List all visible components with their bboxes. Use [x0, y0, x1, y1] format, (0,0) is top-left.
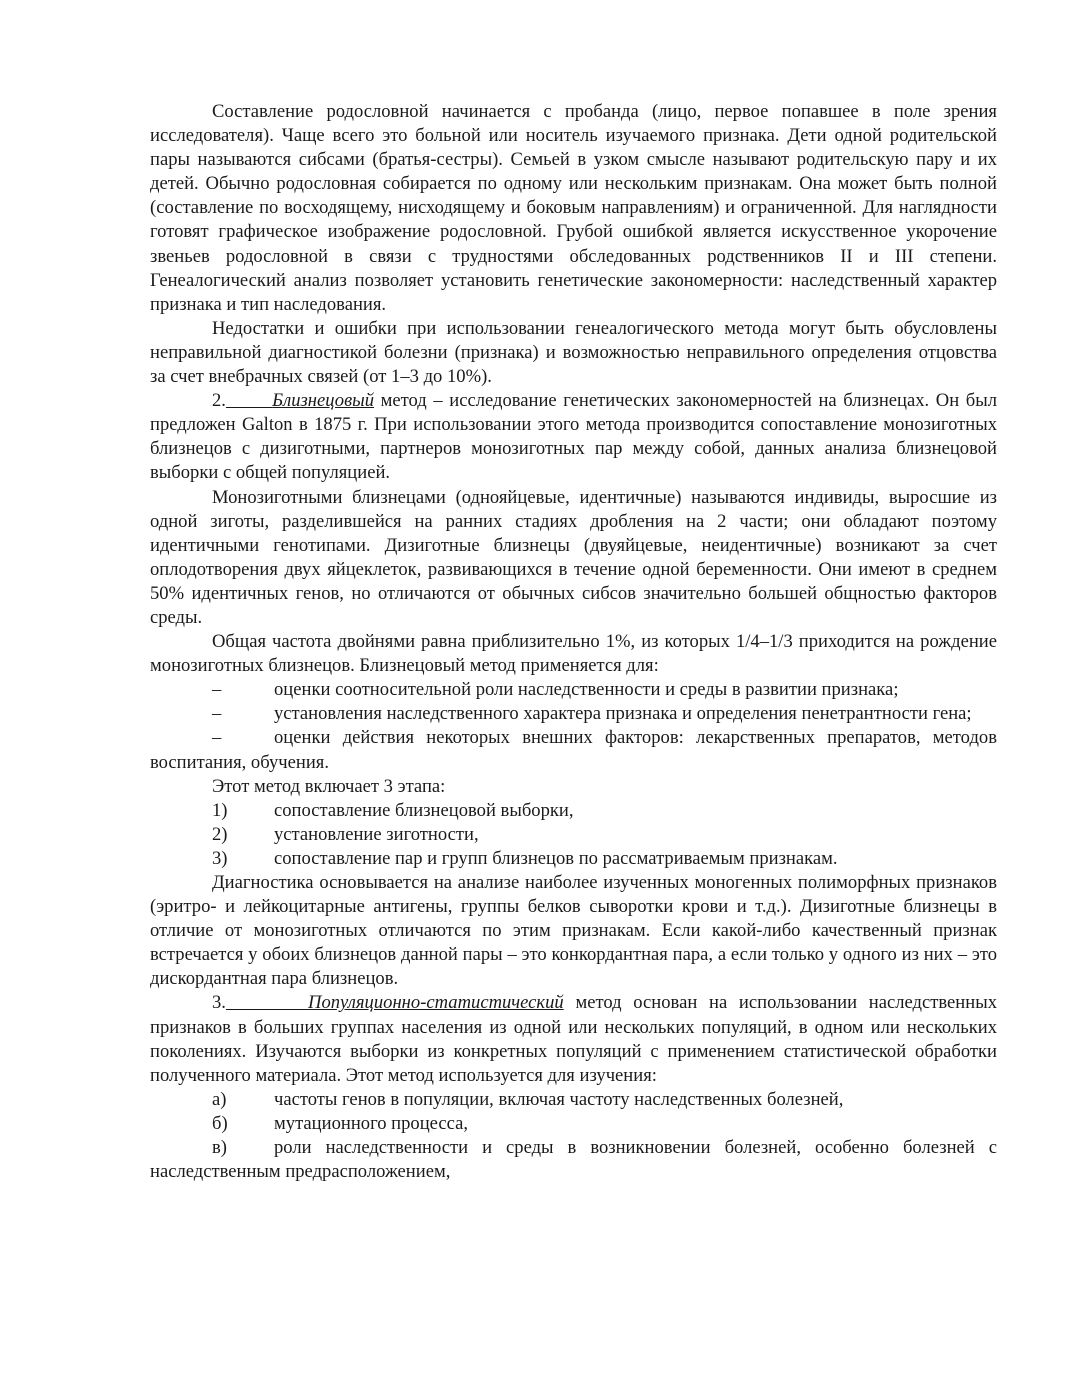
list-item: [150, 1112, 997, 1136]
paragraph-pedigree-errors: Недостатки и ошибки при использовании генеалогического метода могут быть обусловлены неправильной диагностикой болезни (признака) и возможностью неправильного определения отцовства за счет внебрачных связей (от 1–3 до 10%).: [150, 317, 997, 388]
paragraph-population-method: [150, 991, 997, 1087]
dash-marker: –: [212, 703, 222, 725]
list-item: [150, 678, 997, 702]
letter-marker: а): [212, 1088, 227, 1110]
list-item-text: роли наследственности и среды в возникновении болезней, особенно болезней с наследственным предрасположением,: [150, 1137, 997, 1183]
paragraph-diagnostics: Диагностика основывается на анализе наиболее изученных моногенных полиморфных признаков (эритро- и лейкоцитарные антигены, группы белков сыворотки крови и т.д.). Дизиготные близнецы в отличие от монозиготных отличаются по этим признакам. Если какой-либо качественный признак встречается у обоих близнецов данной пары – это конкордантная пара, а если только у одного из них – это дискордантная пара близнецов.: [150, 872, 997, 990]
list-item-text: сопоставление пар и групп близнецов по рассматриваемым признакам.: [274, 847, 838, 869]
number-marker: 3): [212, 847, 228, 869]
term-underline-gap: [226, 390, 272, 411]
list-item-text: установления наследственного характера признака и определения пенетрантности гена;: [274, 703, 972, 725]
dash-marker: –: [212, 727, 222, 749]
population-method-text: метод основан на использовании наследственных признаков в больших группах населения из одной или нескольких популяций, в одном или нескольких поколениях. Изучаются выборки из конкретных популяций с применением статистической обработки полученного материала. Этот метод используется для изучения:: [150, 992, 997, 1086]
list-item-text: частоты генов в популяции, включая частоту наследственных болезней,: [274, 1088, 844, 1110]
list-item: [150, 702, 997, 726]
list-item: [150, 847, 997, 871]
paragraph-pedigree: Составление родословной начинается с пробанда (лицо, первое попавшее в поле зрения исследователя). Чаще всего это больной или носитель изучаемого признака. Дети одной родительской пары называются сибсами (братья-сестры). Семьей в узком смысле называют родительскую пару и их детей. Обычно родословная собирается по одному или нескольким признакам. Она может быть полной (составление по восходящему, нисходящему и боковым направлениям) и ограниченной. Для наглядности готовят графическое изображение родословной. Грубой ошибкой является искусственное укорочение звеньев родословной в связи с трудностями обследованных родственников II и III степени. Генеалогический анализ позволяет установить генетические закономерности: наследственный характер признака и тип наследования.: [150, 101, 997, 315]
section-number: 2.: [212, 390, 226, 412]
paragraph-stages: Этот метод включает 3 этапа:: [212, 775, 446, 797]
dash-marker: –: [212, 679, 222, 701]
list-item-text: сопоставление близнецовой выборки,: [274, 799, 574, 821]
number-marker: 1): [212, 799, 228, 821]
list-item: [150, 1088, 997, 1112]
list-item-text: установление зиготности,: [274, 823, 479, 845]
paragraph-monozygotic: Монозиготными близнецами (однояйцевые, идентичные) называются индивиды, выросшие из одной зиготы, разделившейся на ранних стадиях дробления на 2 части; они обладают поэтому идентичными генотипами. Дизиготные близнецы (двуяйцевые, неидентичные) возникают за счет оплодотворения двух яйцеклеток, развивающихся в течение одной беременности. Они имеют в среднем 50% идентичных генов, но отличаются от обычных сибсов значительно большей общностью факторов среды.: [150, 486, 997, 628]
list-item: [150, 1136, 997, 1184]
list-item: [150, 726, 997, 774]
twin-method-text: метод – исследование генетических закономерностей на близнецах. Он был предложен Galton в 1875 г. При использовании этого метода производится сопоставление монозиготных близнецов с дизиготными, партнеров монозиготных пар между собой, данных анализа близнецовой выборки с общей популяцией.: [150, 390, 997, 484]
section-number: 3.: [212, 992, 226, 1014]
letter-marker: б): [212, 1112, 228, 1134]
term-population: Популяционно-статистический: [308, 992, 564, 1014]
term-twin: Близнецовый: [272, 390, 375, 412]
list-item-text: оценки соотносительной роли наследственности и среды в развитии признака;: [274, 679, 899, 701]
number-marker: 2): [212, 823, 228, 845]
list-item-text: оценки действия некоторых внешних факторов: лекарственных препаратов, методов воспитания, обучения.: [150, 727, 997, 773]
letter-marker: в): [212, 1137, 227, 1159]
paragraph-twin-frequency: Общая частота двойнями равна приблизительно 1%, из которых 1/4–1/3 приходится на рождение монозиготных близнецов. Близнецовый метод применяется для:: [150, 631, 997, 677]
term-underline-gap: [226, 992, 308, 1013]
paragraph-twin-method: [150, 389, 997, 485]
list-item: [150, 799, 997, 823]
list-item-text: мутационного процесса,: [274, 1112, 469, 1134]
list-item: [150, 823, 997, 847]
